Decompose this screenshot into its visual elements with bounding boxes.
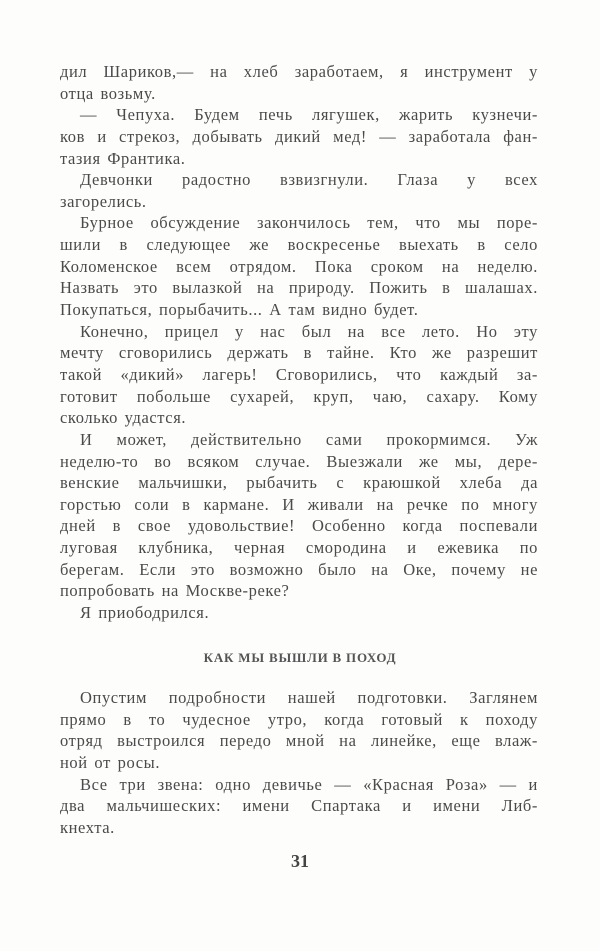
paragraph <box>60 687 538 774</box>
text-line: Конечно, прицел у нас был на все лето. Но эту <box>80 321 538 341</box>
paragraph <box>60 169 538 212</box>
paragraph <box>60 61 538 104</box>
body-text-section-1 <box>60 61 538 624</box>
text-line: — Чепуха. Будем печь лягушек, жарить кузнечи- <box>80 105 538 125</box>
text-line: сколько удастся. <box>60 408 187 428</box>
text-line: попробовать на Москве-реке? <box>60 581 290 601</box>
text-line: Коломенское всем отрядом. Пока сроком на неделю. <box>60 256 538 276</box>
text-line: неделю-то во всяком случае. Выезжали же мы, дере- <box>60 451 538 471</box>
text-line: мечту сговорились держать в тайне. Кто же разрешит <box>60 343 538 363</box>
text-line: кнехта. <box>60 817 115 837</box>
paragraph <box>60 774 538 839</box>
text-line: дил Шариков,— на хлеб заработаем, я инструмент у <box>60 62 538 81</box>
chapter-heading: КАК МЫ ВЫШЛИ В ПОХОД <box>203 650 397 665</box>
paragraph <box>60 429 538 602</box>
text-line: Бурное обсуждение закончилось тем, что мы поре- <box>80 213 538 233</box>
text-line: И может, действительно сами прокормимся. Уж <box>80 429 538 449</box>
text-line: ной от росы. <box>60 752 161 772</box>
text-line: горстью соли в кармане. И живали на речке по многу <box>60 494 538 514</box>
text-line: дней в свое удовольствие! Особенно когда поспевали <box>60 516 538 536</box>
text-line: берегам. Если это возможно было на Оке, почему не <box>60 559 538 579</box>
text-line: готовит побольше сухарей, круп, чаю, сахару. Кому <box>60 386 538 406</box>
text-line: тазия Франтика. <box>60 148 186 168</box>
text-line: такой «дикий» лагерь! Сговорились, что каждый за- <box>60 364 538 384</box>
text-line: луговая клубника, черная смородина и ежевика по <box>60 538 538 558</box>
text-line: шили в следующее же воскресенье выехать в село <box>60 235 538 255</box>
text-line: венские мальчишки, рыбачить с краюшкой хлеба да <box>60 473 538 493</box>
text-line: Девчонки радостно взвизгнули. Глаза у всех <box>80 170 538 190</box>
page-number: 31 <box>291 851 309 871</box>
text-line: два мальчишеских: имени Спартака и имени Либ- <box>60 796 538 816</box>
text-line: ков и стрекоз, добывать дикий мед! — заработала фан- <box>60 126 538 146</box>
body-text-section-2 <box>60 687 538 838</box>
text-line: прямо в то чудесное утро, когда готовый к походу <box>60 709 538 729</box>
text-line: Все три звена: одно девичье — «Красная Роза» — и <box>80 774 538 794</box>
text-line: Я приободрился. <box>80 603 210 623</box>
paragraph <box>60 212 538 320</box>
text-line: Назвать это вылазкой на природу. Пожить в шалашах. <box>60 278 538 298</box>
paragraph <box>60 104 538 169</box>
paragraph <box>60 602 538 624</box>
text-line: Опустим подробности нашей подготовки. Заглянем <box>80 688 538 707</box>
text-line: отряд выстроился передо мной на линейке, еще влаж- <box>60 731 538 751</box>
text-line: Покупаться, порыбачить... А там видно будет. <box>60 300 419 320</box>
text-line: отца возьму. <box>60 83 156 103</box>
paragraph <box>60 321 538 429</box>
text-line: загорелись. <box>60 191 147 211</box>
